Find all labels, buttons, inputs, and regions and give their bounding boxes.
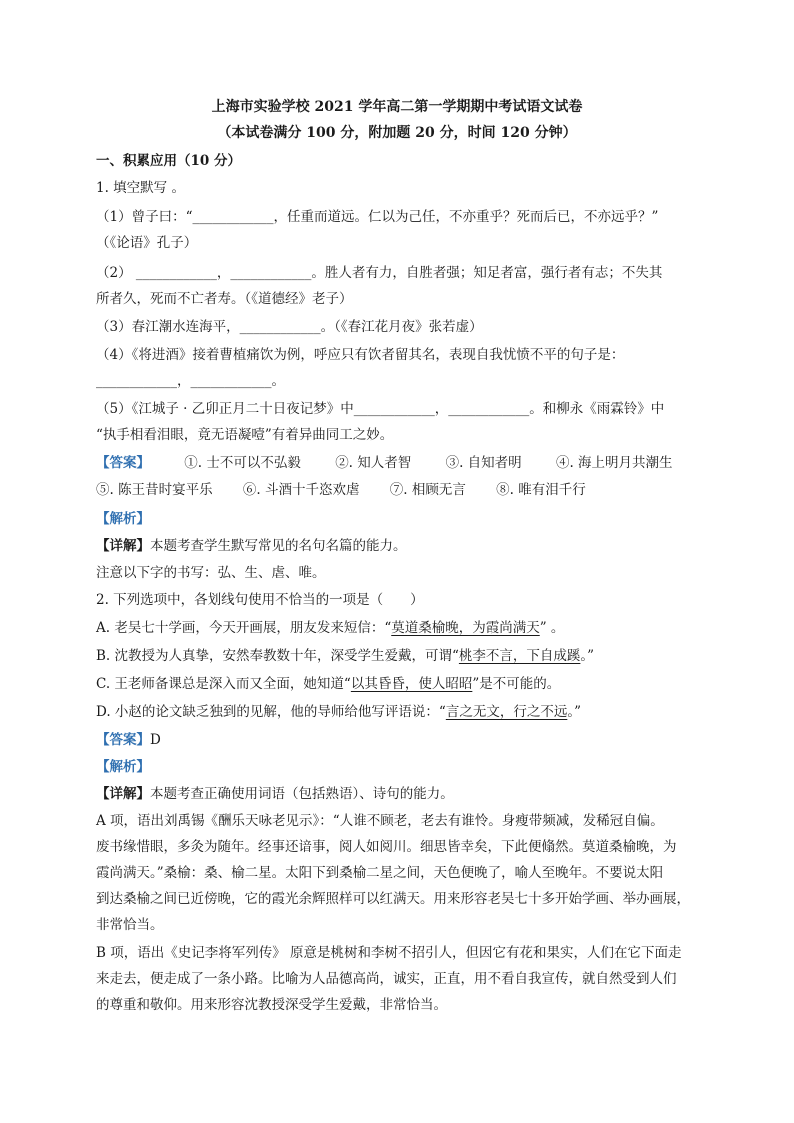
q2-option-c bbox=[96, 675, 560, 693]
q2-option-a bbox=[96, 619, 564, 637]
answer-tag: 【答案】 bbox=[96, 455, 150, 471]
detail-tag: 【详解】 bbox=[96, 786, 150, 802]
q1-sub5-line1: （5）《江城子 · 乙卯正月二十日夜记梦》中____________，____________。和柳永《雨霖铃》中 bbox=[96, 401, 665, 417]
answer-item: ⑤. 陈王昔时宴平乐 bbox=[96, 482, 213, 498]
answer-tag: 【答案】 bbox=[96, 732, 150, 748]
q2-a-explain-line: 到达桑榆之间已近傍晚，它的霞光余辉照样可以红满天。用来形容老吴七十多开始学画、举办画展， bbox=[96, 891, 690, 907]
detail-tag: 【详解】 bbox=[96, 538, 150, 554]
q2-a-explain-line: 非常恰当。 bbox=[96, 917, 164, 933]
analysis-tag: 【解析】 bbox=[96, 511, 150, 527]
option-text: ”是不可能的。 bbox=[472, 676, 561, 692]
analysis-tag: 【解析】 bbox=[96, 759, 150, 775]
option-text: D. 小赵的论文缺乏独到的见解，他的导师给他写评语说：“ bbox=[96, 704, 446, 720]
option-text: A. 老吴七十学画，今天开画展，朋友发来短信：“ bbox=[96, 620, 392, 636]
q2-b-explain-line: 来走去，便走成了一条小路。比喻为人品德高尚，诚实，正直，用不看自我宣传，就自然受到人们 bbox=[96, 971, 677, 987]
answer-item: ②. 知人者智 bbox=[335, 455, 412, 471]
question-1-stem: 1. 填空默写 。 bbox=[96, 180, 185, 196]
q2-answer bbox=[96, 731, 161, 749]
q1-sub3: （3）春江潮水连海平，____________。（《春江花月夜》张若虚） bbox=[96, 319, 483, 335]
q2-option-d bbox=[96, 703, 581, 721]
q2-b-explain-line: 的尊重和敬仰。用来形容沈教授深受学生爱戴，非常恰当。 bbox=[96, 997, 447, 1013]
underlined-phrase: 以其昏昏，使人昭昭 bbox=[350, 676, 473, 692]
option-text: C. 王老师备课总是深入而又全面，她知道“ bbox=[96, 676, 351, 692]
question-2-stem: 2. 下列选项中，各划线句使用不恰当的一项是（ ） bbox=[96, 592, 424, 608]
q2-detail bbox=[96, 785, 454, 803]
q1-sub5-line2: “执手相看泪眼，竟无语凝噎”有着异曲同工之妙。 bbox=[96, 427, 394, 443]
option-text: 。” bbox=[567, 704, 581, 720]
option-text: ” 。 bbox=[539, 620, 565, 636]
answer-item: ④. 海上明月共潮生 bbox=[555, 455, 673, 471]
q1-sub1-line1: （1）曾子曰：“____________，任重而道远。仁以为己任，不亦重乎？死而后已，不亦远乎？” bbox=[96, 209, 659, 225]
q2-b-explain-line: B 项，语出《史记李将军列传》 原意是桃树和李树不招引人，但因它有花和果实，人们在它下面走 bbox=[96, 945, 682, 961]
underlined-phrase: 言之无文，行之不远 bbox=[445, 704, 568, 720]
q1-answer-row-2 bbox=[96, 481, 586, 499]
q1-sub1-line2: （《论语》孔子） bbox=[96, 235, 198, 251]
answer-item: ⑦. 相顾无言 bbox=[389, 482, 466, 498]
detail-text: 本题考查学生默写常见的名句名篇的能力。 bbox=[150, 538, 407, 554]
underlined-phrase: 桃李不言，下自成蹊 bbox=[458, 648, 581, 664]
answer-item: ①. 士不可以不弘毅 bbox=[184, 455, 301, 471]
answer-item: ③. 自知者明 bbox=[445, 455, 522, 471]
detail-text: 本题考查正确使用词语（包括熟语）、诗句的能力。 bbox=[150, 786, 454, 802]
q2-option-b bbox=[96, 647, 594, 665]
option-text: 。” bbox=[580, 648, 595, 664]
exam-title: 上海市实验学校 2021 学年高二第一学期期中考试语文试卷 bbox=[211, 99, 583, 115]
q1-sub2-line1: （2） ____________，____________。胜人者有力，自胜者强；知足者富，强行者有志；不失其 bbox=[96, 265, 663, 281]
q1-sub2-line2: 所者久，死而不亡者寿。（《道德经》老子） bbox=[96, 291, 353, 307]
q1-sub4-line2: ____________，____________。 bbox=[96, 373, 285, 389]
option-text: B. 沈教授为人真挚，安然奉教数十年，深受学生爱戴，可谓“ bbox=[96, 648, 459, 664]
exam-subtitle: （本试卷满分 100 分，附加题 20 分，时间 120 分钟） bbox=[217, 125, 577, 141]
q1-answer-row-1 bbox=[96, 454, 673, 472]
q2-a-explain-line: A 项，语出刘禹锡《酬乐天咏老见示》：“人谁不顾老，老去有谁怜。身瘦带频减，发稀冠自偏。 bbox=[96, 813, 664, 829]
answer-item: ⑥. 斗酒十千恣欢虐 bbox=[242, 482, 360, 498]
underlined-phrase: 莫道桑榆晚，为霞尚满天 bbox=[391, 620, 540, 636]
q1-detail bbox=[96, 537, 407, 555]
q2-a-explain-line: 废书缘惜眼，多灸为随年。经事还谙事，阅人如阅川。细思皆幸矣，下此便翛然。莫道桑榆晚，为 bbox=[96, 839, 677, 855]
q2-a-explain-line: 霞尚满天。”桑榆：桑、榆二星。太阳下到桑榆二星之间，天色便晚了，喻人至晚年。不要说太阳 bbox=[96, 865, 664, 881]
answer-item: ⑧. 唯有泪千行 bbox=[496, 482, 586, 498]
q1-sub4-line1: （4）《将进酒》接着曹植痛饮为例，呼应只有饮者留其名，表现自我忧愤不平的句子是： bbox=[96, 347, 625, 363]
q1-note: 注意以下字的书写：弘、生、虐、唯。 bbox=[96, 565, 326, 581]
answer-value: D bbox=[150, 732, 161, 748]
section-heading: 一、积累应用（10 分） bbox=[96, 153, 241, 169]
